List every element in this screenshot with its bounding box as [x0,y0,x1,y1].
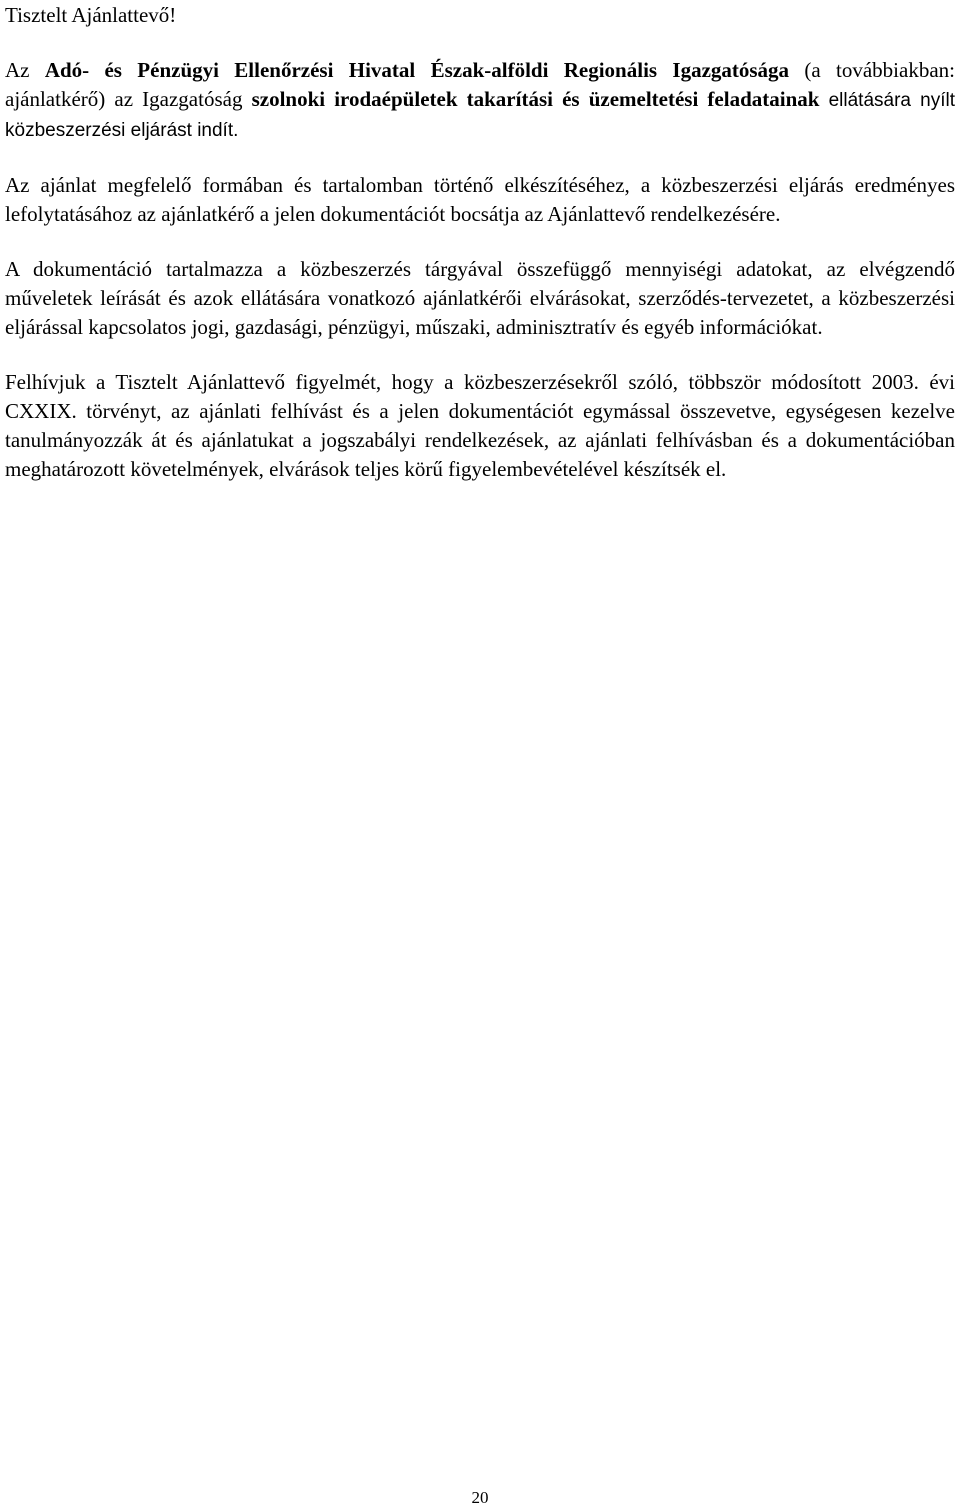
authority-name: Adó- és Pénzügyi Ellenőrzési Hivatal Észak-alföldi Regionális Igazgatósága [44,58,790,82]
intro-text-end: ellátására nyílt közbeszerzési eljárást indít. [5,90,955,141]
intro-paragraph [5,56,955,145]
purpose-paragraph: Az ajánlat megfelelő formában és tartalomban történő elkészítéséhez, a közbeszerzési eljárás eredményes lefolytatásához az ajánlatkérő a jelen dokumentációt bocsátja az Ajánlattevő rendelkezésére. [5,173,955,226]
salutation-heading: Tisztelt Ajánlattevő! [5,3,177,27]
document-page [5,0,955,484]
page-number: 20 [471,1488,489,1507]
contents-paragraph: A dokumentáció tartalmazza a közbeszerzés tárgyával összefüggő mennyiségi adatokat, az elvégzendő műveletek leírását és azok ellátására vonatkozó ajánlatkérői elvárásokat, szerződés-tervezetet, a közbeszerzési eljárással kapcsolatos jogi, gazdasági, pénzügyi, műszaki, adminisztratív és egyéb információkat. [5,257,955,339]
notice-paragraph: Felhívjuk a Tisztelt Ajánlattevő figyelmét, hogy a közbeszerzésekről szóló, többször módosított 2003. évi CXXIX. törvényt, az ajánlati felhívást és a jelen dokumentációt egymással összevetve, egységesen kezelve tanulmányozzák át és ajánlatukat a jogszabályi rendelkezések, az ajánlati felhívásban és a dokumentációban meghatározott követelmények, elvárások teljes körű figyelembevételével készítsék el. [5,370,955,481]
intro-text-middle: (a továbbiakban: ajánlatkérő) az Igazgatóság [5,58,955,111]
intro-text-start: Az [5,58,45,82]
procurement-subject: szolnoki irodaépületek takarítási és üzemeltetési feladatainak [251,87,820,111]
